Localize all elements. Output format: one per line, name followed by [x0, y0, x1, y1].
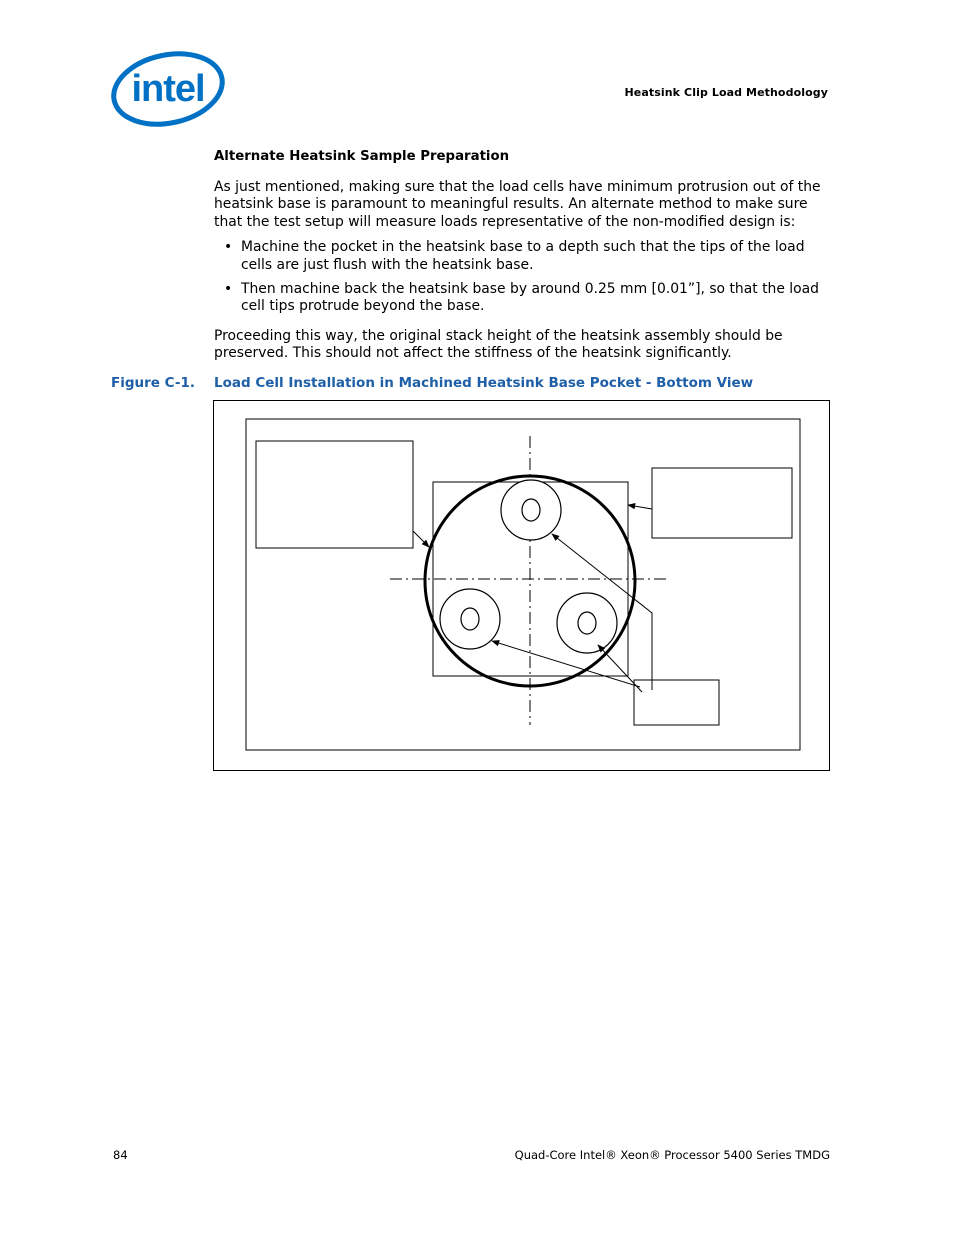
bullet-text: Machine the pocket in the heatsink base to a depth such that the tips of the load cells are just flush with the heatsink base. [241, 239, 805, 273]
section-heading: Alternate Heatsink Sample Preparation [214, 149, 510, 164]
document-title: Quad-Core Intel® Xeon® Processor 5400 Series TMDG [514, 1148, 830, 1162]
bullet-list [214, 239, 830, 316]
load-cell-diagram [214, 401, 829, 770]
running-header: Heatsink Clip Load Methodology [624, 86, 828, 99]
figure-caption [111, 375, 753, 391]
load-cell-left [440, 589, 500, 649]
page-number: 84 [113, 1148, 128, 1162]
list-item [214, 239, 830, 274]
intel-logo [110, 50, 226, 128]
logo-text: intel [131, 68, 205, 110]
bullet-text: Then machine back the heatsink base by around 0.25 mm [0.01”], so that the load cell tips protrude beyond the base. [241, 281, 819, 315]
leader-left [413, 531, 429, 547]
figure-number: Figure C-1. [111, 375, 195, 391]
intel-logo-mark [110, 50, 226, 128]
figure-title: Load Cell Installation in Machined Heatsink Base Pocket - Bottom View [214, 375, 754, 391]
figure-frame [213, 400, 830, 771]
load-cell-right [557, 593, 617, 653]
inner-frame [246, 419, 800, 750]
leader-right [628, 505, 652, 509]
section-body [214, 148, 830, 363]
closing-paragraph: Proceeding this way, the original stack height of the heatsink assembly should be preserved. This should not affect the stiffness of the heatsink significantly. [214, 327, 783, 362]
intro-paragraph: As just mentioned, making sure that the load cells have minimum protrusion out of the heatsink base is paramount to meaningful results. An alternate method to make sure that the test setup will measure loads representative of the non-modified design is: [214, 179, 821, 230]
load-cell-top [501, 480, 561, 540]
callout-box-left [256, 441, 413, 548]
list-item [214, 281, 830, 316]
bullet-icon: • [224, 281, 233, 298]
callout-box-bottom [634, 680, 719, 725]
bullet-icon: • [224, 239, 233, 256]
callout-box-right [652, 468, 792, 538]
leader-right-cell [598, 645, 642, 692]
